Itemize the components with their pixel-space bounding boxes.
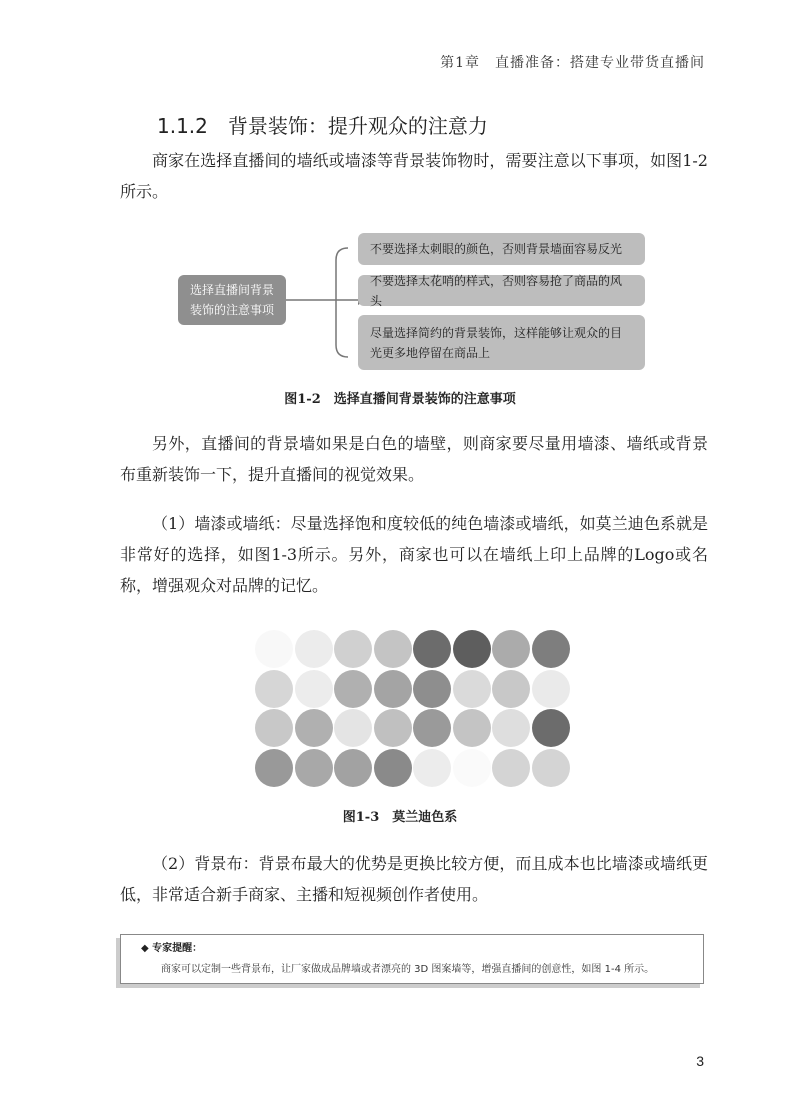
figure-caption: 图1-3 莫兰迪色系	[342, 810, 458, 825]
color-swatch	[295, 749, 333, 787]
color-swatch	[334, 709, 372, 747]
color-swatch	[453, 749, 491, 787]
color-swatch	[374, 630, 412, 668]
color-swatch	[413, 630, 451, 668]
tip-body: 商家可以定制一些背景布，让厂家做成品牌墙或者漂亮的 3D 图案墙等，增强直播间的创意性，如图 1-4 所示。	[161, 964, 655, 975]
diagram-item: 不要选择太花哨的样式，否则容易抢了商品的风头	[358, 275, 645, 306]
color-swatch	[374, 670, 412, 708]
color-swatch	[492, 630, 530, 668]
color-swatch	[334, 749, 372, 787]
color-swatch	[413, 709, 451, 747]
color-swatch	[413, 749, 451, 787]
color-swatch	[334, 670, 372, 708]
color-swatch	[532, 709, 570, 747]
paragraph: 商家在选择直播间的墙纸或墙漆等背景装饰物时，需要注意以下事项，如图1-2所示。	[120, 151, 708, 201]
color-swatch	[255, 709, 293, 747]
color-swatch	[453, 709, 491, 747]
paragraph: （1）墙漆或墙纸：尽量选择饱和度较低的纯色墙漆或墙纸，如莫兰迪色系就是非常好的选择，如图1-3所示。另外，商家也可以在墙纸上印上品牌的Logo或名称，增强观众对品牌的记忆。	[120, 514, 708, 595]
color-swatch	[492, 670, 530, 708]
paragraph: （2）背景布：背景布最大的优势是更换比较方便，而且成本也比墙漆或墙纸更低，非常适合新手商家、主播和短视频创作者使用。	[120, 854, 708, 904]
color-swatch	[492, 749, 530, 787]
color-swatch	[295, 670, 333, 708]
diagram-root: 选择直播间背景装饰的注意事项	[178, 275, 286, 325]
color-swatch	[295, 630, 333, 668]
color-swatch-grid	[255, 630, 570, 787]
color-swatch	[334, 630, 372, 668]
color-swatch	[453, 630, 491, 668]
color-swatch	[295, 709, 333, 747]
diagram-item: 不要选择太刺眼的颜色，否则背景墙面容易反光	[358, 233, 645, 265]
tip-title: ◆ 专家提醒：	[141, 943, 203, 954]
diagram-item: 尽量选择简约的背景装饰，这样能够让观众的目光更多地停留在商品上	[358, 315, 645, 370]
color-swatch	[532, 630, 570, 668]
color-swatch	[492, 709, 530, 747]
color-swatch	[532, 670, 570, 708]
expert-tip-box	[120, 934, 704, 984]
color-swatch	[413, 670, 451, 708]
color-swatch	[255, 630, 293, 668]
color-swatch	[453, 670, 491, 708]
color-swatch	[374, 709, 412, 747]
page-number: 3	[696, 1053, 704, 1069]
paragraph: 另外，直播间的背景墙如果是白色的墙壁，则商家要尽量用墙漆、墙纸或背景布重新装饰一下，提升直播间的视觉效果。	[120, 434, 708, 484]
running-header: 第1章 直播准备：搭建专业带货直播间	[440, 55, 705, 71]
color-swatch	[255, 670, 293, 708]
bracket-connector	[286, 240, 366, 365]
section-title: 1.1.2 背景装饰：提升观众的注意力	[157, 114, 488, 138]
color-swatch	[532, 749, 570, 787]
color-swatch	[255, 749, 293, 787]
color-swatch	[374, 749, 412, 787]
figure-caption: 图1-2 选择直播间背景装饰的注意事项	[284, 392, 516, 407]
